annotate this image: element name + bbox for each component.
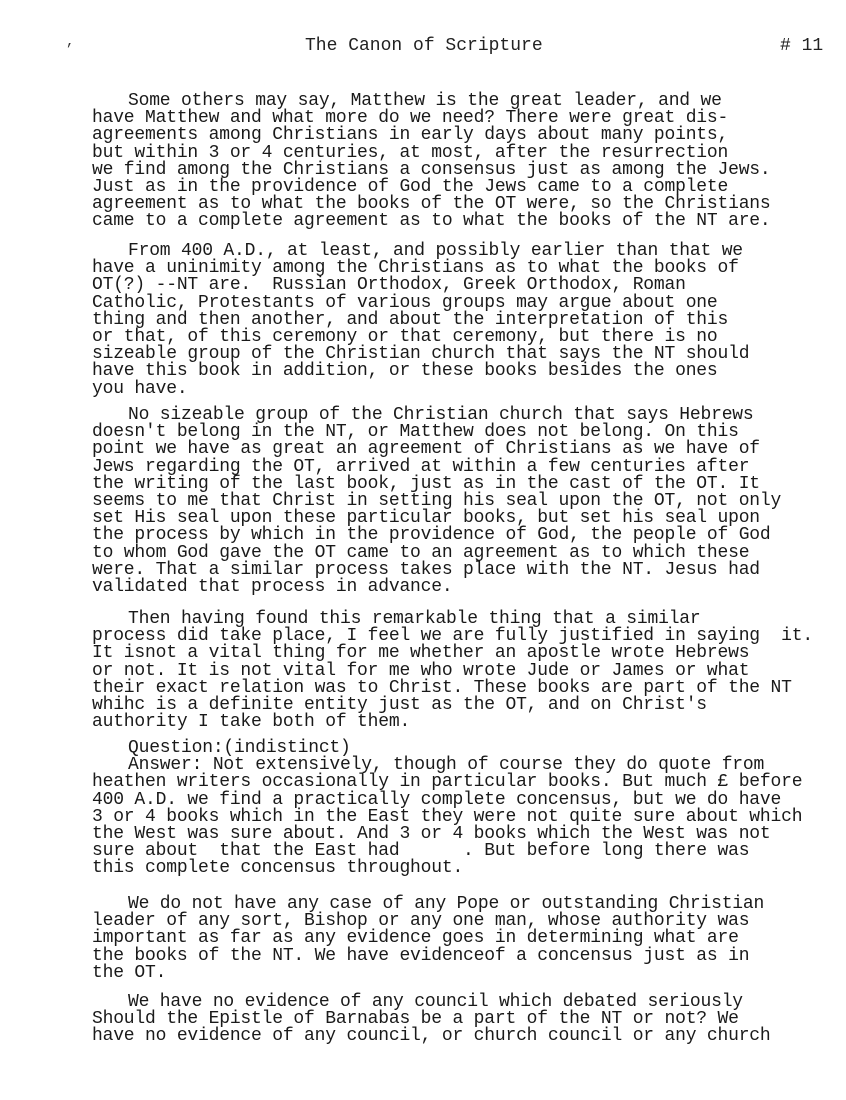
text-line: It isnot a vital thing for me whether an apostle wrote Hebrews — [92, 643, 750, 664]
text-line: doesn't belong in the NT, or Matthew does not belong. On this — [92, 422, 739, 443]
text-line: have Matthew and what more do we need? There were great dis- — [92, 108, 729, 129]
text-line: the West was sure about. And 3 or 4 books which the West was not — [92, 823, 771, 844]
text-line: Answer: Not extensively, though of course they do quote from — [128, 755, 765, 776]
text-line: sure about that the East had . But before long there was — [92, 841, 750, 862]
text-line: Some others may say, Matthew is the great leader, and we — [128, 91, 722, 111]
text-line: sizeable group of the Christian church that says the NT should — [92, 344, 750, 365]
text-line: Then having found this remarkable thing that a similar — [128, 609, 701, 629]
text-line: leader of any sort, Bishop or any one man, whose authority was — [92, 911, 750, 932]
text-line: but within 3 or 4 centuries, at most, after the resurrection — [92, 142, 729, 163]
text-line: this complete concensus throughout. — [92, 858, 464, 879]
text-line: validated that process in advance. — [92, 576, 453, 597]
page-number: # 11 — [780, 36, 824, 56]
paragraph — [92, 611, 813, 731]
text-line: have this book in addition, or these books besides the ones — [92, 361, 718, 382]
text-line: process did take place, I feel we are fully justified in saying it. — [92, 626, 813, 647]
text-line: Jews regarding the OT, arrived at within a few centuries after — [92, 456, 750, 477]
paragraph — [92, 994, 771, 1046]
text-line: 400 A.D. we find a practically complete concensus, but we do have — [92, 789, 782, 810]
text-line: came to a complete agreement as to what the books of the NT are. — [92, 211, 771, 232]
text-line: the process by which in the providence of God, the people of God — [92, 525, 771, 546]
text-line: have a uninimity among the Christians as to what the books of — [92, 258, 739, 279]
paragraph — [92, 407, 781, 596]
text-line: the writing of the last book, just as in the cast of the OT. It — [92, 473, 760, 494]
text-line: or not. It is not vital for me who wrote Jude or James or what — [92, 660, 750, 681]
stray-mark: , — [66, 34, 75, 50]
text-line: Catholic, Protestants of various groups may argue about one — [92, 292, 718, 313]
text-line: Question:(indistinct) — [128, 738, 351, 758]
text-line: set His seal upon these particular books, but set his seal upon — [92, 508, 760, 529]
paragraph — [92, 740, 802, 878]
text-line: have no evidence of any council, or church council or any church — [92, 1026, 771, 1047]
text-line: 3 or 4 books which in the East they were not quite sure about which — [92, 806, 803, 827]
text-line: We do not have any case of any Pope or outstanding Christian — [128, 894, 765, 914]
paragraph — [92, 896, 764, 982]
text-line: agreements among Christians in early days about many points, — [92, 125, 729, 146]
text-line: seems to me that Christ in setting his seal upon the OT, not only — [92, 490, 782, 511]
text-line: point we have as great an agreement of Christians as we have of — [92, 439, 760, 460]
text-line: you have. — [92, 378, 188, 399]
text-line: their exact relation was to Christ. These books are part of the NT — [92, 677, 792, 698]
text-line: to whom God gave the OT came to an agreement as to which these — [92, 542, 750, 563]
paragraph — [92, 243, 749, 398]
text-line: we find among the Christians a consensus just as among the Jews. — [92, 159, 771, 180]
text-line: OT(?) --NT are. Russian Orthodox, Greek Orthodox, Roman — [92, 275, 686, 296]
text-line: the books of the NT. We have evidenceof a concensus just as in — [92, 945, 750, 966]
text-line: From 400 A.D., at least, and possibly earlier than that we — [128, 241, 743, 261]
text-line: authority I take both of them. — [92, 712, 411, 733]
text-line: Just as in the providence of God the Jews came to a complete — [92, 176, 729, 197]
text-line: heathen writers occasionally in particular books. But much £ before — [92, 772, 803, 793]
text-line: agreement as to what the books of the OT were, so the Christians — [92, 194, 771, 215]
text-line: whihc is a definite entity just as the OT, and on Christ's — [92, 694, 707, 715]
text-line: No sizeable group of the Christian church that says Hebrews — [128, 405, 754, 425]
paragraph — [92, 93, 771, 231]
text-line: the OT. — [92, 962, 167, 983]
page-title: The Canon of Scripture — [305, 36, 543, 56]
text-line: Should the Epistle of Barnabas be a part of the NT or not? We — [92, 1009, 739, 1030]
text-line: or that, of this ceremony or that ceremony, but there is no — [92, 326, 718, 347]
text-line: thing and then another, and about the interpretation of this — [92, 309, 729, 330]
text-line: We have no evidence of any council which debated seriously — [128, 992, 743, 1012]
text-line: were. That a similar process takes place with the NT. Jesus had — [92, 559, 760, 580]
text-line: important as far as any evidence goes in determining what are — [92, 928, 739, 949]
